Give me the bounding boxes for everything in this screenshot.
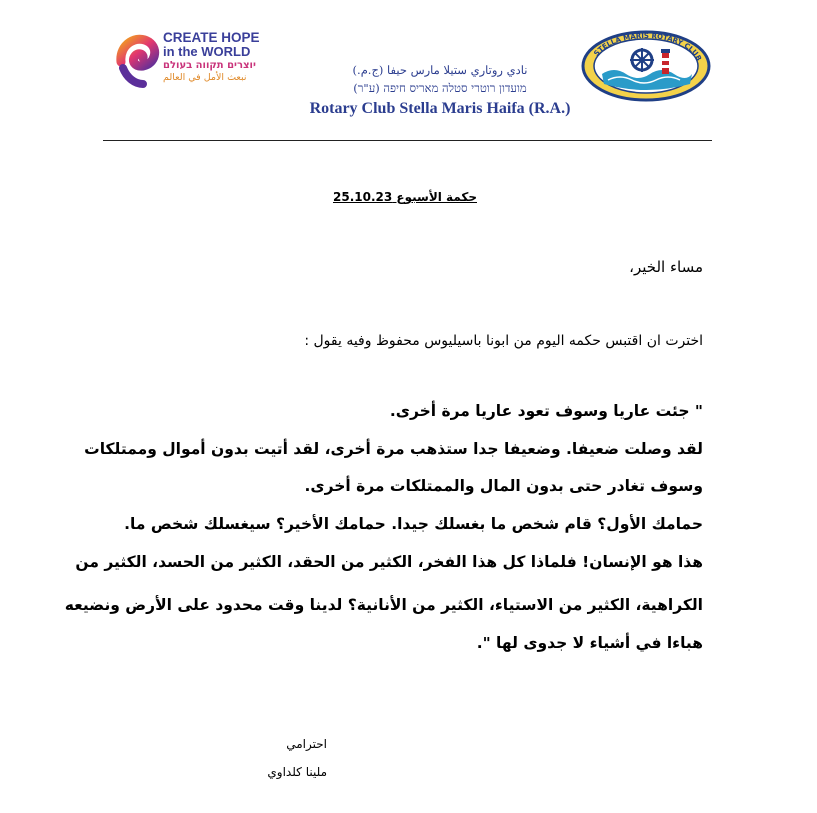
letter-title: حكمة الأسبوع 25.10.23 bbox=[333, 190, 477, 204]
club-name-arabic: نادي روتاري ستيلا مارس حيفا (ج.م.) bbox=[352, 63, 528, 77]
header-divider bbox=[103, 140, 712, 141]
hope-swirl-icon bbox=[113, 28, 163, 90]
rotary-seal-icon bbox=[580, 30, 712, 102]
create-hope-logo bbox=[113, 28, 263, 90]
quote-line: حمامك الأول؟ قام شخص ما بغسلك جيدا. حمامك الأخير؟ سيغسلك شخص ما. bbox=[124, 515, 703, 533]
quote-line: هذا هو الإنسان! فلماذا كل هذا الفخر، الكثير من الحقد، الكثير من الحسد، الكثير من bbox=[75, 553, 703, 571]
intro-line: اخترت ان اقتبس حكمه اليوم من ابونا باسيليوس محفوظ وفيه يقول : bbox=[304, 333, 703, 349]
hope-line-hebrew: יוצרים תקווה בעולם bbox=[163, 60, 256, 71]
quote-line: هباءا في أشياء لا جدوى لها ". bbox=[476, 634, 703, 652]
club-name-english: Rotary Club Stella Maris Haifa (R.A.) bbox=[309, 100, 571, 117]
hope-line-arabic: نبعث الأمل في العالم bbox=[163, 72, 247, 83]
quote-line: وسوف تغادر حتى بدون المال والممتلكات مرة أخرى. bbox=[304, 477, 703, 495]
quote-line: " جئت عاريا وسوف تعود عاريا مرة أخرى. bbox=[389, 402, 703, 420]
quote-line: الكراهية، الكثير من الاستياء، الكثير من الأنانية؟ لدينا وقت محدود على الأرض ونضيعه bbox=[64, 596, 703, 614]
greeting: مساء الخير، bbox=[629, 258, 703, 276]
signature-name: ملينا كلداوي bbox=[267, 765, 327, 779]
hope-line-2: in the WORLD bbox=[163, 44, 251, 59]
seal-ring-text: STELLA MARIS ROTARY CLUB bbox=[592, 31, 703, 63]
closing-regards: احترامي bbox=[286, 737, 327, 751]
hope-line-1: CREATE HOPE bbox=[163, 30, 260, 45]
club-name-hebrew: מועדון רוטרי סטלה מאריס חיפה (ע"ר) bbox=[353, 81, 527, 95]
quote-line: لقد وصلت ضعيفا. وضعيفا جدا ستذهب مرة أخرى، لقد أتيت بدون أموال وممتلكات bbox=[84, 440, 703, 458]
rotary-club-seal bbox=[580, 30, 712, 102]
